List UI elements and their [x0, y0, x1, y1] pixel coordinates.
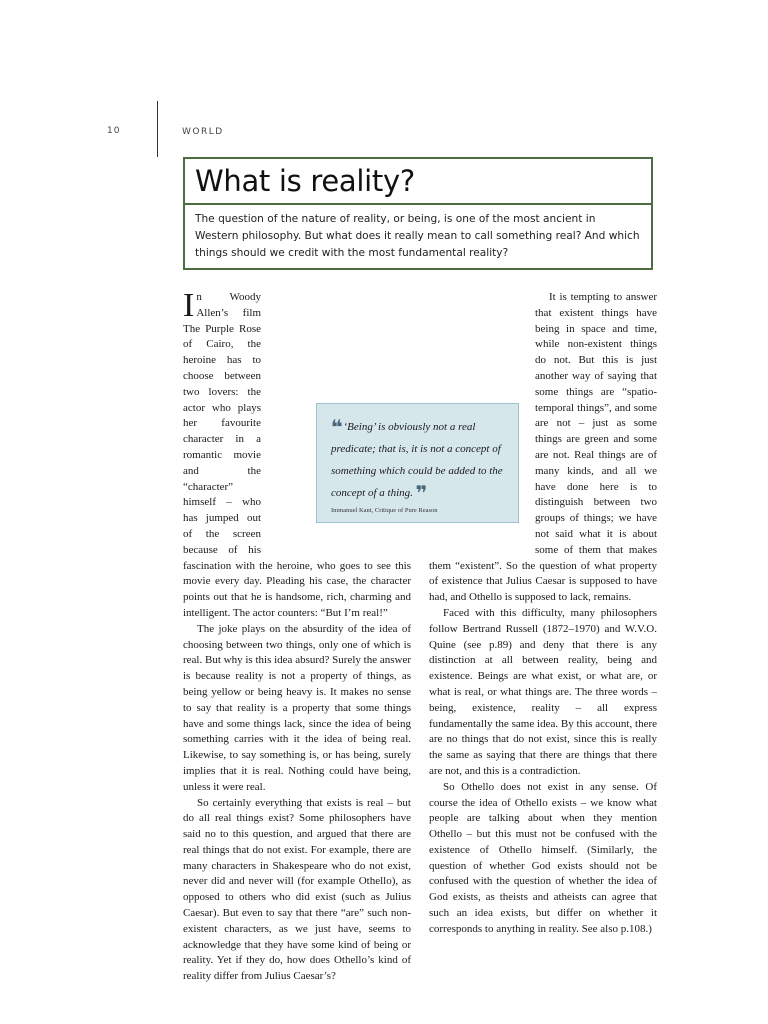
- close-quote-icon: ❞: [415, 481, 426, 505]
- quote-attribution: Immanuel Kant, Critique of Pure Reason: [331, 507, 438, 514]
- page-title: What is reality?: [195, 164, 415, 198]
- paragraph-1-text: n Woody Allen’s film The Purple Rose of Cairo, the heroine has to choose between two lovers: the actor who plays her favourite character in a romantic movie and the “character” himself – who has jumped out of the screen because of his fascination with the heroine, who goes to see this movie every day. Pleading his case, the character points out that he is handsome, rich, charming and intelligent. The actor counters: “But I’m real!”: [183, 291, 411, 619]
- quote-text: [331, 416, 511, 504]
- page-number: 10: [107, 126, 121, 136]
- paragraph-4-text: It is tempting to answer that existent things have being in space and time, while non-existent things do not. But this is just another way of saying that some things are “spatio-temporal things”, and some are not – just as some things are green and some are not. Real things are of many kinds, and all we have done here is to distinguish between two groups of things; we have not said what it is about some of them that makes them “existent”. So the question of what property of existence that Julius Caesar is supposed to have had, and Othello is supposed to lack, remains.: [429, 291, 657, 604]
- open-quote-icon: ❝: [331, 415, 341, 439]
- paragraph-5: Faced with this difficulty, many philosophers follow Bertrand Russell (1872–1970) and W.V.O. Quine (see p.89) and deny that there is any distinction at all between reality, being and existence. Beings are what exist, or what are, or what is real, or what things are. The three words – being, existence, reality – all express fundamentally the same idea. By this account, there are no things that do not exist, since this is really the same as saying that there are things that there are not, and this is a contradiction.: [429, 606, 657, 777]
- intro-text: The question of the nature of reality, or being, is one of the most ancient in Western philosophy. But what does it really mean to call something real? And which things should we credit with the most fundamental reality?: [195, 213, 640, 259]
- title-box: [183, 157, 653, 270]
- paragraph-6: So Othello does not exist in any sense. Of course the idea of Othello exists – we know what people are talking about when they mention Othello – but this must not be confused with the existence of Othello himself. (Similarly, the question of whether God exists should not be confused with the question of whether the idea of God exists, as theists and atheists can agree that such an idea exists, but differ on whether it corresponds to anything in reality. See also p.108.): [429, 780, 657, 935]
- drop-cap: I: [183, 287, 195, 324]
- section-label: WORLD: [182, 127, 224, 137]
- header-divider: [157, 101, 158, 157]
- body-column-left: [183, 287, 411, 985]
- pull-quote: [316, 403, 519, 523]
- paragraph-3: So certainly everything that exists is real – but do all real things exist? Some philosophers have said no to this question, and argued that there are real things that do not exist. For example, there are many characters in Shakespeare who do not exist, never did and never will (for example Othello), as opposed to others who did exist (such as Julius Caesar). But even to say that there “are” such non-existent characters, as we just have, seems to acknowledge that they have some kind of being or reality. Yet if they do, how does Othello’s kind of reality differ from Julius Caesar’s?: [183, 796, 411, 983]
- paragraph-2: The joke plays on the absurdity of the idea of choosing between two things, only one of which is real. But why is this idea absurd? Surely the answer is because reality is not a property of things, as being yellow or being heavy is. It makes no sense to say that reality is a property that some things have and some things lack, since the idea of being something carries with it the idea of being real. Likewise, to say something is, or has being, surely implies that it is real. Nothing could have being, unless it were real.: [183, 622, 411, 793]
- quote-body: ‘Being’ is obviously not a real predicate; that is, it is not a concept of something which could be added to the concept of a thing.: [331, 421, 503, 499]
- body-column-right: [429, 290, 657, 938]
- title-divider: [185, 203, 651, 205]
